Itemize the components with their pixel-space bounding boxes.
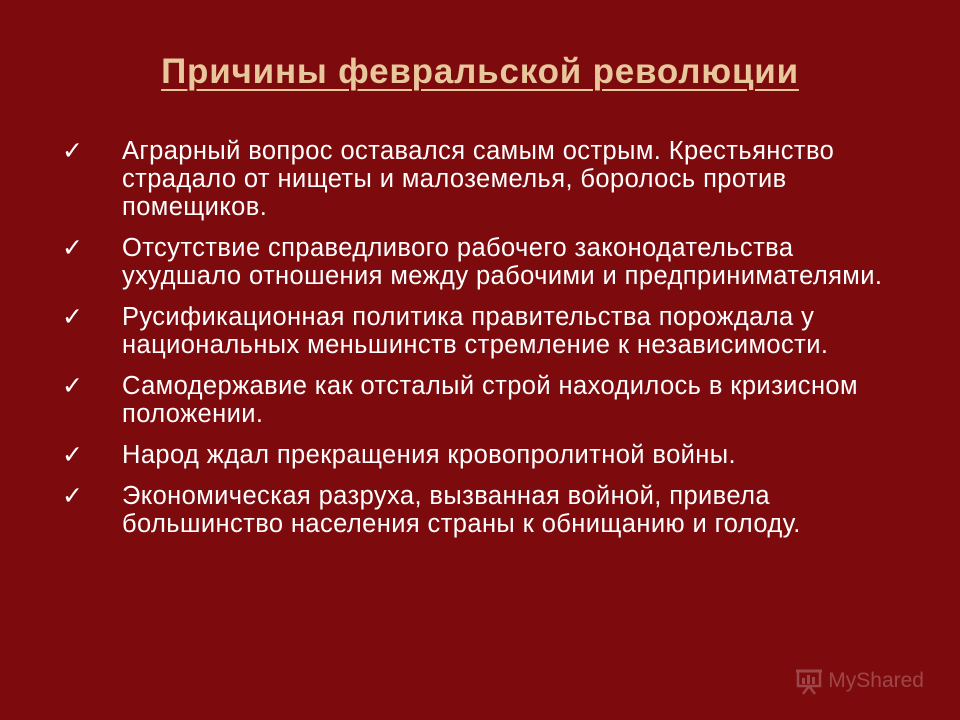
bullet-list (62, 137, 922, 551)
bullet-text: Самодержавие как отсталый строй находилось в кризисном положении. (122, 372, 858, 428)
check-icon: ✓ (62, 371, 83, 400)
bullet-text: Отсутствие справедливого рабочего законодательства ухудшало отношения между рабочими и предпринимателями. (122, 234, 883, 290)
bullet-item (62, 303, 922, 359)
check-icon: ✓ (62, 302, 83, 331)
bullet-item (62, 372, 922, 428)
bullet-item (62, 137, 922, 221)
check-icon: ✓ (62, 136, 83, 165)
watermark (794, 666, 924, 696)
bullet-text: Русификационная политика правительства порождала у национальных меньшинств стремление к независимости. (122, 303, 829, 359)
check-icon: ✓ (62, 440, 83, 469)
bullet-item (62, 441, 922, 469)
slide-title: Причины февральской революции (161, 52, 799, 91)
watermark-text: MyShared (828, 669, 924, 692)
check-icon: ✓ (62, 233, 83, 262)
bullet-text: Аграрный вопрос оставался самым острым. Крестьянство страдало от нищеты и малоземелья, боролось против помещиков. (122, 137, 835, 221)
bullet-item (62, 482, 922, 538)
check-icon: ✓ (62, 481, 83, 510)
bullet-text: Экономическая разруха, вызванная войной, привела большинство населения страны к обнищанию и голоду. (122, 482, 801, 538)
bullet-item (62, 234, 922, 290)
presentation-board-icon (794, 666, 824, 696)
bullet-text: Народ ждал прекращения кровопролитной войны. (122, 441, 736, 469)
